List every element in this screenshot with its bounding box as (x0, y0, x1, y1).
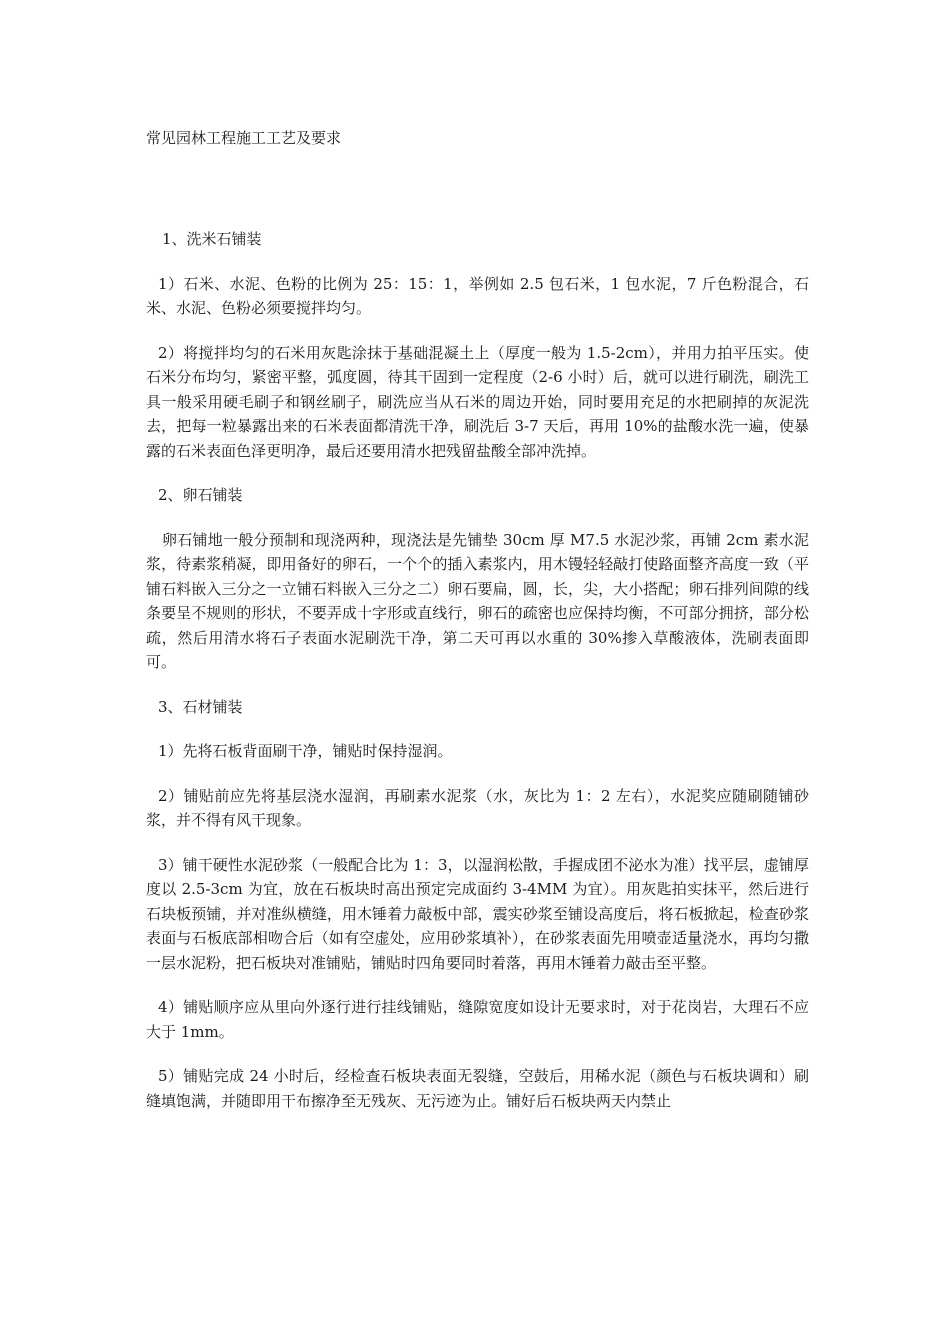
paragraph: 3）铺干硬性水泥砂浆（一般配合比为 1：3，以湿润松散，手握成团不泌水为准）找平层，虚铺厚度以 2.5-3cm 为宜，放在石板块时高出预定完成面约 3-4MM 为宜）。用灰匙拍实抹平，然后进行石块板预铺，并对准纵横缝，用木锤着力敲板中部，震实砂浆至铺设高度后，将石板掀起，检查砂浆表面与石板底部相吻合后（如有空虚处，应用砂浆填补），在砂浆表面先用喷壶适量浇水，再均匀撒一层水泥粉，把石板块对准铺贴，铺贴时四角要同时着落，再用木锤着力敲击至平整。 (146, 855, 809, 972)
paragraph: 1）石米、水泥、色粉的比例为 25：15：1，举例如 2.5 包石米，1 包水泥，7 斤色粉混合，石米、水泥、色粉必须要搅拌均匀。 (146, 274, 809, 317)
paragraph: 5）铺贴完成 24 小时后，经检查石板块表面无裂缝，空鼓后，用稀水泥（颜色与石板块调和）刷缝填饱满，并随即用干布擦净至无残灰、无污迹为止。铺好后石板块两天内禁止 (146, 1067, 809, 1110)
document-body (146, 227, 809, 1133)
paragraph: 1）先将石板背面刷干净，铺贴时保持湿润。 (158, 742, 453, 760)
section-heading-washed-stone: 1、洗米石铺装 (162, 230, 262, 248)
document-title: 常见园林工程施工工艺及要求 (146, 129, 342, 147)
section-heading-stone: 3、石材铺装 (158, 697, 243, 716)
paragraph: 2）将搅拌均匀的石米用灰匙涂抹于基础混凝土上（厚度一般为 1.5-2cm），并用力拍平压实。使石米分布均匀，紧密平整，弧度圆，待其干固到一定程度（2-6 小时）后，就可以进行刷洗，刷洗工具一般采用硬毛刷子和钢丝刷子，刷洗应当从石米的周边开始，同时要用充足的水把刷掉的灰泥洗去，把每一粒暴露出来的石米表面都清洗干净，刷洗后 3-7 天后，再用 10%的盐酸水洗一遍，使暴露的石米表面色泽更明净，最后还要用清水把残留盐酸全部冲洗掉。 (146, 343, 809, 460)
paragraph: 4）铺贴顺序应从里向外逐行进行挂线铺贴，缝隙宽度如设计无要求时，对于花岗岩，大理石不应大于 1mm。 (146, 998, 809, 1041)
section-heading-pebble: 2、卵石铺装 (158, 486, 243, 504)
paragraph: 卵石铺地一般分预制和现浇两种，现浇法是先铺垫 30cm 厚 M7.5 水泥沙浆，再铺 2cm 素水泥浆，待素浆稍凝，即用备好的卵石，一个个的插入素浆内，用木镘轻轻敲打使路面整齐高度一致（平铺石料嵌入三分之一立铺石料嵌入三分之二）卵石要扁，圆，长，尖，大小搭配；卵石排列间隙的线条要呈不规则的形状，不要弄成十字形或直线行，卵石的疏密也应保持均衡，不可部分拥挤，部分松疏，然后用清水将石子表面水泥刷洗干净，第二天可再以水重的 30%掺入草酸液体，洗刷表面即可。 (146, 530, 809, 671)
paragraph: 2）铺贴前应先将基层浇水湿润，再刷素水泥浆（水，灰比为 1：2 左右），水泥奖应随刷随铺砂浆，并不得有风干现象。 (146, 786, 809, 829)
